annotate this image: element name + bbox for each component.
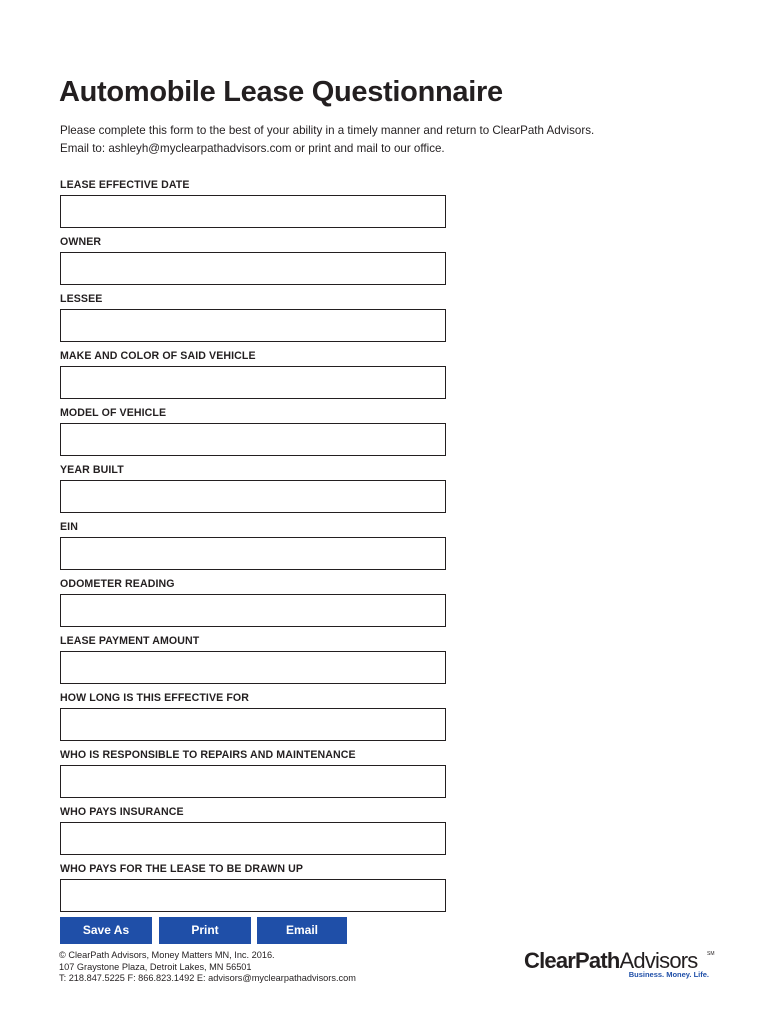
insurance-payer-input[interactable] <box>60 822 446 855</box>
field-label: WHO PAYS INSURANCE <box>60 806 184 818</box>
field-make-and-color <box>60 350 450 407</box>
logo-tagline: Business. Money. Life. <box>628 970 709 979</box>
footer-address: 107 Graystone Plaza, Detroit Lakes, MN 56501 <box>59 961 252 972</box>
field-lessee <box>60 293 450 350</box>
ein-input[interactable] <box>60 537 446 570</box>
field-label: MAKE AND COLOR OF SAID VEHICLE <box>60 350 256 362</box>
make-and-color-input[interactable] <box>60 366 446 399</box>
page-title: Automobile Lease Questionnaire <box>59 76 503 108</box>
print-button[interactable]: Print <box>159 917 251 944</box>
lessee-input[interactable] <box>60 309 446 342</box>
field-label: EIN <box>60 521 78 533</box>
field-repairs-responsibility <box>60 749 450 806</box>
logo-service-mark: SM <box>707 951 715 957</box>
logo-name-light: Advisors <box>619 948 698 973</box>
field-ein <box>60 521 450 578</box>
footer-contact <box>59 950 356 985</box>
field-label: LEASE PAYMENT AMOUNT <box>60 635 200 647</box>
field-insurance-payer <box>60 806 450 863</box>
field-year-built <box>60 464 450 521</box>
field-owner <box>60 236 450 293</box>
field-model <box>60 407 450 464</box>
footer-contact-line: T: 218.847.5225 F: 866.823.1492 E: advisors@myclearpathadvisors.com <box>59 973 356 983</box>
field-odometer-reading <box>60 578 450 635</box>
lease-drafting-payer-input[interactable] <box>60 879 446 912</box>
odometer-reading-input[interactable] <box>60 594 446 627</box>
field-label: LESSEE <box>60 293 103 305</box>
field-label: HOW LONG IS THIS EFFECTIVE FOR <box>60 692 249 704</box>
model-input[interactable] <box>60 423 446 456</box>
intro-line-2: Email to: ashleyh@myclearpathadvisors.com or print and mail to our office. <box>60 142 445 155</box>
form-fields <box>60 179 450 920</box>
year-built-input[interactable] <box>60 480 446 513</box>
intro-text <box>60 122 594 158</box>
field-label: ODOMETER READING <box>60 578 175 590</box>
field-effective-duration <box>60 692 450 749</box>
field-label: OWNER <box>60 236 102 248</box>
footer-copyright: © ClearPath Advisors, Money Matters MN, Inc. 2016. <box>59 950 275 960</box>
intro-line-1: Please complete this form to the best of your ability in a timely manner and return to ClearPath Advisors. <box>60 124 595 137</box>
field-label: WHO IS RESPONSIBLE TO REPAIRS AND MAINTENANCE <box>60 749 356 761</box>
email-button[interactable]: Email <box>257 917 347 944</box>
lease-effective-date-input[interactable] <box>60 195 446 228</box>
clearpath-logo <box>524 948 719 984</box>
save-as-button[interactable]: Save As <box>60 917 152 944</box>
field-label: MODEL OF VEHICLE <box>60 407 167 419</box>
field-lease-effective-date <box>60 179 450 236</box>
field-lease-payment-amount <box>60 635 450 692</box>
field-label: LEASE EFFECTIVE DATE <box>60 179 190 191</box>
field-lease-drafting-payer <box>60 863 450 920</box>
effective-duration-input[interactable] <box>60 708 446 741</box>
lease-payment-amount-input[interactable] <box>60 651 446 684</box>
field-label: WHO PAYS FOR THE LEASE TO BE DRAWN UP <box>60 863 304 875</box>
repairs-responsibility-input[interactable] <box>60 765 446 798</box>
field-label: YEAR BUILT <box>60 464 124 476</box>
owner-input[interactable] <box>60 252 446 285</box>
logo-name-bold: ClearPath <box>524 948 620 973</box>
